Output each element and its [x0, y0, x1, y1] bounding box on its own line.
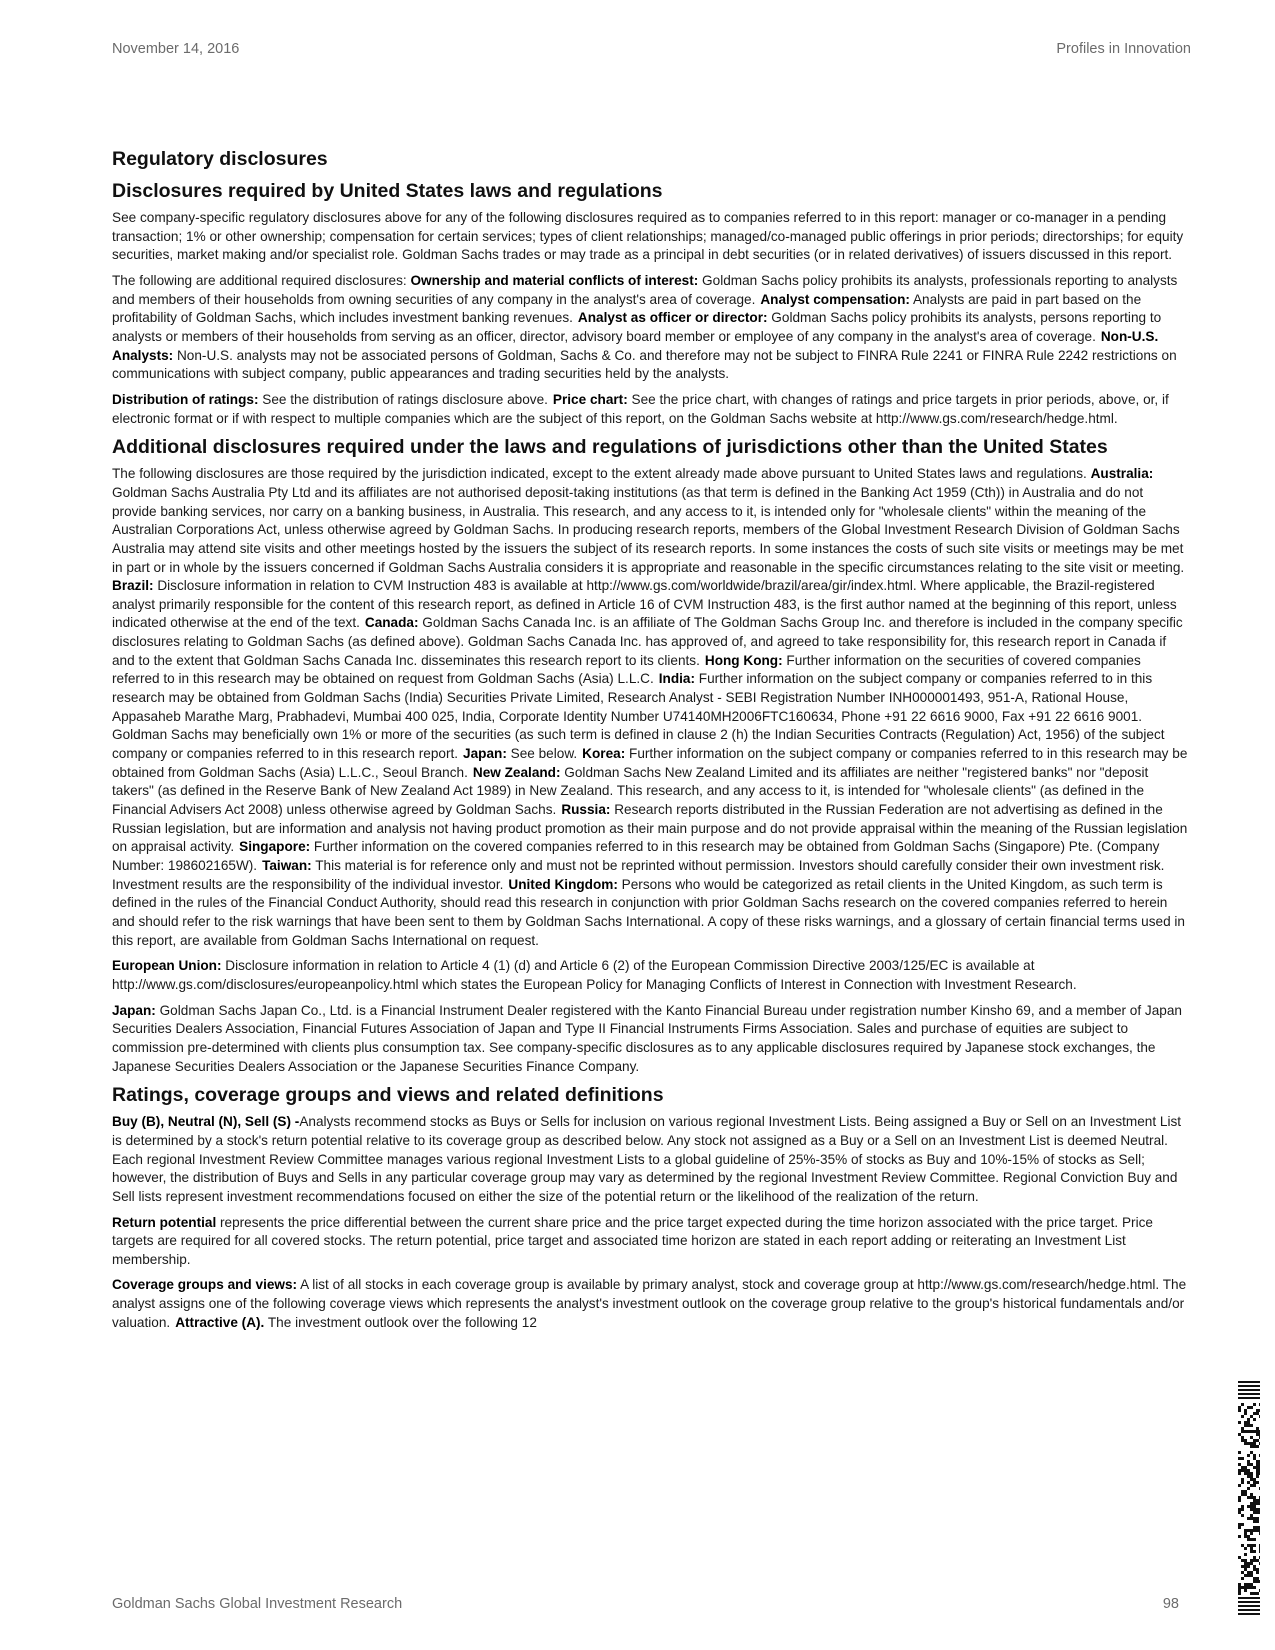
paragraph-us-intro [112, 209, 1190, 265]
section-title-regulatory-disclosures: Regulatory disclosures [112, 148, 328, 170]
paragraph-return-potential [112, 1214, 1190, 1270]
label-australia: Australia: [1090, 466, 1154, 482]
label-price-chart: Price chart: [552, 391, 628, 407]
paragraph-buy-neutral-sell [112, 1113, 1190, 1206]
label-japan: Japan: [463, 746, 507, 762]
text: The following disclosures are those required by the jurisdiction indicated, except to the extent already made above pursuant to United States laws and regulations. [112, 466, 1091, 482]
text: A list of all stocks in each coverage group is available by primary analyst, stock and coverage group at http://www.gs.com/research/hedge.html. The analyst assigns one of the following coverage views which represents the analyst's investment outlook on the coverage group relative to the group's historical fundamentals and/or valuation. [112, 1277, 1187, 1330]
label-european-union: European Union: [112, 958, 222, 974]
label-hong-kong: Hong Kong: [704, 652, 783, 668]
section-title-non-us-disclosures: Additional disclosures required under the laws and regulations of jurisdictions other than the United States [112, 436, 1108, 459]
label-non-us-analysts: Non-U.S. Analysts: [112, 328, 1159, 363]
barcode-icon [1238, 1381, 1260, 1615]
paragraph-european-union [112, 957, 1190, 994]
footer-page-number: 98 [1162, 1596, 1179, 1612]
footer-source: Goldman Sachs Global Investment Research [112, 1596, 403, 1612]
label-return-potential: Return potential [112, 1214, 217, 1230]
label-russia: Russia: [561, 802, 611, 818]
section-subtitle-us-disclosures: Disclosures required by United States laws and regulations [112, 180, 663, 202]
label-distribution-of-ratings: Distribution of ratings: [112, 391, 259, 407]
label-taiwan: Taiwan: [262, 858, 312, 873]
text: Goldman Sachs Australia Pty Ltd and its affiliates are not authorised deposit-taking institutions (as that term is defined in the Banking Act 1959 (Cth)) in Australia and do not provide banking services, nor carry on a banking business, in Australia. This research, and any access to it, is intended only for "wholesale clients" within the meaning of the Australian Corporations Act, unless otherwise agreed by Goldman Sachs. In producing research reports, members of the Global Investment Research Division of Goldman Sachs Australia may attend site visits and other meetings hosted by the issuers the subject of its research reports. In some instances the costs of such site visits or meetings may be met in part or in whole by the issuers concerned if Goldman Sachs Australia considers it is appropriate and reasonable in the specific circumstances relating to the site visit or meeting. [112, 484, 1185, 575]
label-coverage-groups: Coverage groups and views: [112, 1277, 298, 1293]
paragraph-distribution-price-chart [112, 391, 1190, 428]
label-new-zealand: New Zealand: [472, 764, 561, 780]
text: Further information on the covered companies referred to in this research may be obtained from Goldman Sachs (Singapore) Pte. (Company Number: 198602165W). [112, 839, 1160, 873]
text: Goldman Sachs Japan Co., Ltd. is a Financial Instrument Dealer registered with the Kanto Financial Bureau under registration number Kinsho 69, and a member of Japan Securities Dealers Association, Financial Futures Association of Japan and Type II Financial Instruments Firms Association. Sales and purchase of equities are subject to commission pre-determined with clients plus consumption tax. See company-specific disclosures as to any applicable disclosures required by Japanese stock exchanges, the Japanese Securities Dealers Association or the Japanese Securities Finance Company. [112, 1002, 1182, 1074]
text: Non-U.S. analysts may not be associated persons of Goldman, Sachs & Co. and therefore may not be subject to FINRA Rule 2241 or FINRA Rule 2242 restrictions on communications with subject company, public appearances and trading securities held by the analysts. [112, 347, 1177, 382]
text: Further information on the securities of covered companies referred to in this research may be obtained on request from Goldman Sachs (Asia) L.L.C. [112, 652, 1141, 687]
label-ownership: Ownership and material conflicts of interest: [410, 272, 699, 288]
text: Disclosure information in relation to CVM Instruction 483 is available at http://www.gs.com/worldwide/brazil/area/gir/index.html. Where applicable, the Brazil-registered analyst primarily responsible for the content of this research report, as defined in Article 16 of CVM Instruction 483, is the first author named at the beginning of this report, unless indicated otherwise at the end of the text. [112, 578, 1177, 631]
paragraph-additional-disclosures [112, 272, 1190, 384]
text: Disclosure information in relation to Article 4 (1) (d) and Article 6 (2) of the European Commission Directive 2003/125/EC is available at http://www.gs.com/disclosures/europeanpolicy.html which states the European Policy for Managing Conflicts of Interest in Connection with Investment Research. [112, 958, 1077, 992]
text: Goldman Sachs policy prohibits its analysts, professionals reporting to analysts and members of their households from owning securities of any company in the analyst's area of coverage. [112, 272, 1178, 307]
text: See the price chart, with changes of ratings and price targets in prior periods, above, or, if electronic format or if with respect to multiple companies which are the subject of this report, on the Goldman Sachs website at http://www.gs.com/research/hedge.html. [112, 391, 1169, 426]
section-title-ratings: Ratings, coverage groups and views and related definitions [112, 1084, 664, 1107]
label-attractive: Attractive (A). [175, 1314, 265, 1330]
text: The investment outlook over the following 12 [264, 1314, 537, 1330]
header-publication: Profiles in Innovation [1056, 41, 1191, 57]
label-singapore: Singapore: [239, 839, 311, 855]
text: Further information on the subject company or companies referred to in this research may be obtained from Goldman Sachs (India) Securities Private Limited, Research Analyst - SEBI Registration Number INH000001493, 951-A, Rational House, Appasaheb Marathe Marg, Prabhadevi, Mumbai 400 025, India, Corporate Identity Number U74140MH2006FTC160634, Phone +91 22 6616 9000, Fax +91 22 6616 9001. Goldman Sachs may beneficially own 1% or more of the securities (as such term is defined in clause 2 (h) the Indian Securities Contracts (Regulation) Act, 1956) of the subject company or companies referred to in this research report. [112, 671, 1165, 762]
header-date: November 14, 2016 [112, 41, 240, 57]
paragraph-coverage-groups [112, 1276, 1190, 1332]
text: Analysts are paid in part based on the profitability of Goldman Sachs, which includes investment banking revenues. [112, 291, 1142, 326]
paragraph-japan [112, 1002, 1190, 1077]
text: Analysts recommend stocks as Buys or Sells for inclusion on various regional Investment Lists. Being assigned a Buy or Sell on an Investment List is determined by a stock's return potential relative to its coverage group as described below. Any stock not assigned as a Buy or a Sell on an Investment List is deemed Neutral. Each regional Investment Review Committee manages various regional Investment Lists to a global guideline of 25%-35% of stocks as Buy and 10%-15% of stocks as Sell; however, the distribution of Buys and Sells in any particular coverage group may vary as determined by the regional Investment Review Committee. Regional Conviction Buy and Sell lists represent investment recommendations focused on either the size of the potential return or the likelihood of the realization of the return. [112, 1114, 1182, 1204]
text: See below. [506, 746, 578, 762]
label-korea: Korea: [582, 746, 626, 762]
label-brazil: Brazil: [112, 578, 154, 594]
text: See the distribution of ratings disclosure above. [258, 391, 548, 407]
text: Persons who would be categorized as retail clients in the United Kingdom, as such term is defined in the rules of the Financial Conduct Authority, should read this research in conjunction with prior Goldman Sachs research on the covered companies referred to herein and should refer to the risk warnings that have been sent to them by Goldman Sachs International. A copy of these risks warnings, and a glossary of certain financial terms used in this report, are available from Goldman Sachs International on request. [112, 876, 1185, 948]
text: The following are additional required disclosures: [112, 272, 411, 288]
text: Research reports distributed in the Russian Federation are not advertising as defined in the Russian legislation, but are information and analysis not having product promotion as their main purpose and do not provide appraisal within the meaning of the Russian legislation on appraisal activity. [112, 802, 1188, 855]
label-japan-detail: Japan: [112, 1002, 156, 1018]
text: Goldman Sachs policy prohibits its analysts, persons reporting to analysts or members of their households from serving as an officer, director, advisory board member or employee of any company in the analyst's area of coverage. [112, 310, 1162, 344]
document-body [112, 148, 1190, 1339]
label-analyst-officer: Analyst as officer or director: [577, 310, 768, 326]
text: Goldman Sachs New Zealand Limited and its affiliates are neither "registered banks" nor "deposit takers" (as defined in the Reserve Bank of New Zealand Act 1989) in New Zealand. This research, and any access to it, is intended for "wholesale clients" (as defined in the Financial Advisers Act 2008) unless otherwise agreed by Goldman Sachs. [112, 764, 1149, 818]
text: This material is for reference only and must not be reprinted without permission. Investors should carefully consider their own investment risk. Investment results are the responsibility of the individual investor. [112, 858, 1165, 892]
label-analyst-compensation: Analyst compensation: [760, 291, 910, 307]
text: represents the price differential between the current share price and the price target expected during the time horizon associated with the price target. Price targets are required for all covered stocks. The return potential, price target and associated time horizon are stated in each report adding or reiterating an Investment List membership. [112, 1214, 1153, 1267]
text: Goldman Sachs Canada Inc. is an affiliate of The Goldman Sachs Group Inc. and therefore is included in the company specific disclosures relating to Goldman Sachs (as defined above). Goldman Sachs Canada Inc. has approved of, and agreed to take responsibility for, this research report in Canada if and to the extent that Goldman Sachs Canada Inc. disseminates this research report to its clients. [112, 615, 1183, 668]
label-buy-neutral-sell: Buy (B), Neutral (N), Sell (S) - [112, 1114, 300, 1130]
text: Further information on the subject company or companies referred to in this research may be obtained from Goldman Sachs (Asia) L.L.C., Seoul Branch. [112, 746, 1188, 780]
label-canada: Canada: [364, 615, 419, 631]
text: See company-specific regulatory disclosures above for any of the following disclosures required as to companies referred to in this report: manager or co-manager in a pending transaction; 1% or other ownership; compensation for certain services; types of client relationships; managed/co-managed public offerings in prior periods; directorships; for equity securities, market making and/or specialist role. Goldman Sachs trades or may trade as a principal in debt securities (or in related derivatives) of issuers discussed in this report. [112, 210, 1184, 263]
label-india: India: [658, 671, 695, 687]
paragraph-jurisdictions [112, 465, 1190, 950]
label-united-kingdom: United Kingdom: [508, 876, 618, 892]
